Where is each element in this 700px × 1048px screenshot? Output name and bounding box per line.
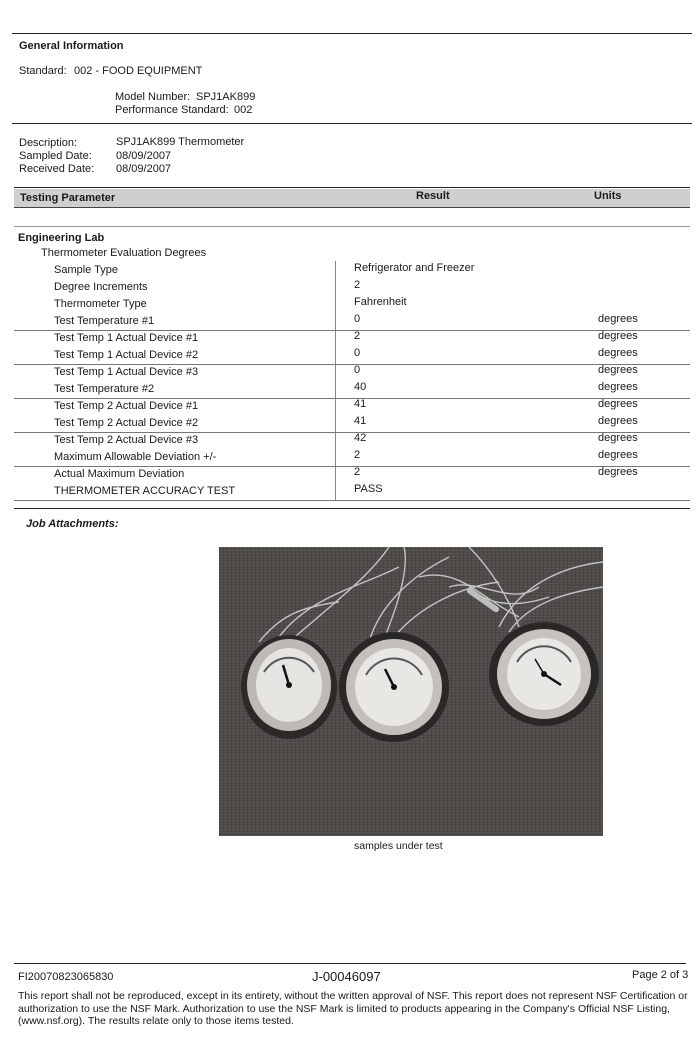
result-cell: Fahrenheit xyxy=(354,296,407,308)
units-cell: degrees xyxy=(598,415,638,427)
job-number: J-00046097 xyxy=(312,969,381,984)
parameter-cell: Maximum Allowable Deviation +/- xyxy=(54,451,217,463)
result-cell: 41 xyxy=(354,415,367,427)
result-cell: 0 xyxy=(354,364,361,376)
column-units: Units xyxy=(594,190,622,202)
footer-rule xyxy=(14,963,686,964)
parameter-cell: Test Temp 1 Actual Device #1 xyxy=(54,332,199,344)
sampled-date-label: Sampled Date: xyxy=(19,150,92,162)
result-cell: 2 xyxy=(354,279,361,291)
parameter-cell: Test Temp 1 Actual Device #2 xyxy=(54,349,199,361)
model-value: SPJ1AK899 xyxy=(196,91,256,103)
result-cell: 2 xyxy=(354,466,361,478)
parameter-cell: Degree Increments xyxy=(54,281,148,293)
section-title: General Information xyxy=(19,40,124,52)
table-bottom-rule xyxy=(14,508,690,509)
table-row xyxy=(14,415,690,433)
result-cell: Refrigerator and Freezer xyxy=(354,262,475,274)
result-cell: 41 xyxy=(354,398,367,410)
result-cell: 2 xyxy=(354,449,361,461)
result-cell: 42 xyxy=(354,432,367,444)
table-row xyxy=(14,330,690,347)
parameter-cell: Actual Maximum Deviation xyxy=(54,468,185,480)
result-cell: 0 xyxy=(354,347,361,359)
description-label: Description: xyxy=(19,137,78,149)
units-cell: degrees xyxy=(598,330,638,342)
parameter-cell: Test Temperature #1 xyxy=(54,315,155,327)
units-cell: degrees xyxy=(598,347,638,359)
table-row xyxy=(14,364,690,381)
page-number: Page 2 of 3 xyxy=(632,969,689,981)
received-date-label: Received Date: xyxy=(19,163,95,175)
table-row xyxy=(14,483,690,501)
units-cell: degrees xyxy=(598,381,638,393)
table-row xyxy=(14,466,690,483)
test-group-name: Thermometer Evaluation Degrees xyxy=(41,247,207,259)
standard-label: Standard: xyxy=(19,65,67,77)
table-top-rule xyxy=(14,187,690,188)
table-row xyxy=(14,398,690,415)
document-id: FI20070823065830 xyxy=(18,971,114,983)
column-testing-parameter: Testing Parameter xyxy=(20,192,116,204)
performance-standard-label: Performance Standard: xyxy=(115,104,229,116)
disclaimer-text: This report shall not be reproduced, except in its entirety, without the written approval of NSF. This report does not represent NSF Certification or authorization to use the NSF Mark. Authorization to use the NSF Mark is limited to products appearing in the Company's Official NSF Listing, (www.nsf.org). The results relate only to those items tested. xyxy=(18,990,688,1027)
parameter-cell: Test Temp 2 Actual Device #3 xyxy=(54,434,199,446)
table-row xyxy=(14,347,690,365)
units-cell: degrees xyxy=(598,466,638,478)
units-cell: degrees xyxy=(598,313,638,325)
column-result: Result xyxy=(416,190,450,202)
table-row xyxy=(14,313,690,331)
table-header xyxy=(14,189,690,208)
result-cell: 0 xyxy=(354,313,361,325)
table-blank-rule xyxy=(14,226,690,227)
result-cell: 2 xyxy=(354,330,361,342)
description-value: SPJ1AK899 Thermometer xyxy=(116,136,245,148)
table-row xyxy=(14,296,690,313)
standard-value: 002 - FOOD EQUIPMENT xyxy=(74,65,203,77)
result-cell: 40 xyxy=(354,381,367,393)
units-cell: degrees xyxy=(598,364,638,376)
sample-photo xyxy=(219,547,603,836)
sampled-date-value: 08/09/2007 xyxy=(116,150,172,162)
units-cell: degrees xyxy=(598,449,638,461)
received-date-value: 08/09/2007 xyxy=(116,163,172,175)
result-cell: PASS xyxy=(354,483,383,495)
parameter-cell: Sample Type xyxy=(54,264,119,276)
table-row xyxy=(14,279,690,296)
job-attachments-heading: Job Attachments: xyxy=(26,518,119,530)
model-label: Model Number: xyxy=(115,91,191,103)
lab-name: Engineering Lab xyxy=(18,232,105,244)
section-rule xyxy=(12,123,692,124)
parameter-cell: THERMOMETER ACCURACY TEST xyxy=(54,485,236,497)
parameter-cell: Thermometer Type xyxy=(54,298,147,310)
table-row xyxy=(14,381,690,399)
photo-caption: samples under test xyxy=(354,840,443,852)
parameter-cell: Test Temp 2 Actual Device #1 xyxy=(54,400,199,412)
top-rule xyxy=(12,33,692,34)
table-row xyxy=(14,449,690,467)
performance-standard-value: 002 xyxy=(234,104,253,116)
units-cell: degrees xyxy=(598,398,638,410)
parameter-cell: Test Temperature #2 xyxy=(54,383,155,395)
table-row xyxy=(14,432,690,449)
parameter-cell: Test Temp 1 Actual Device #3 xyxy=(54,366,199,378)
table-row xyxy=(14,262,690,279)
parameter-cell: Test Temp 2 Actual Device #2 xyxy=(54,417,199,429)
units-cell: degrees xyxy=(598,432,638,444)
